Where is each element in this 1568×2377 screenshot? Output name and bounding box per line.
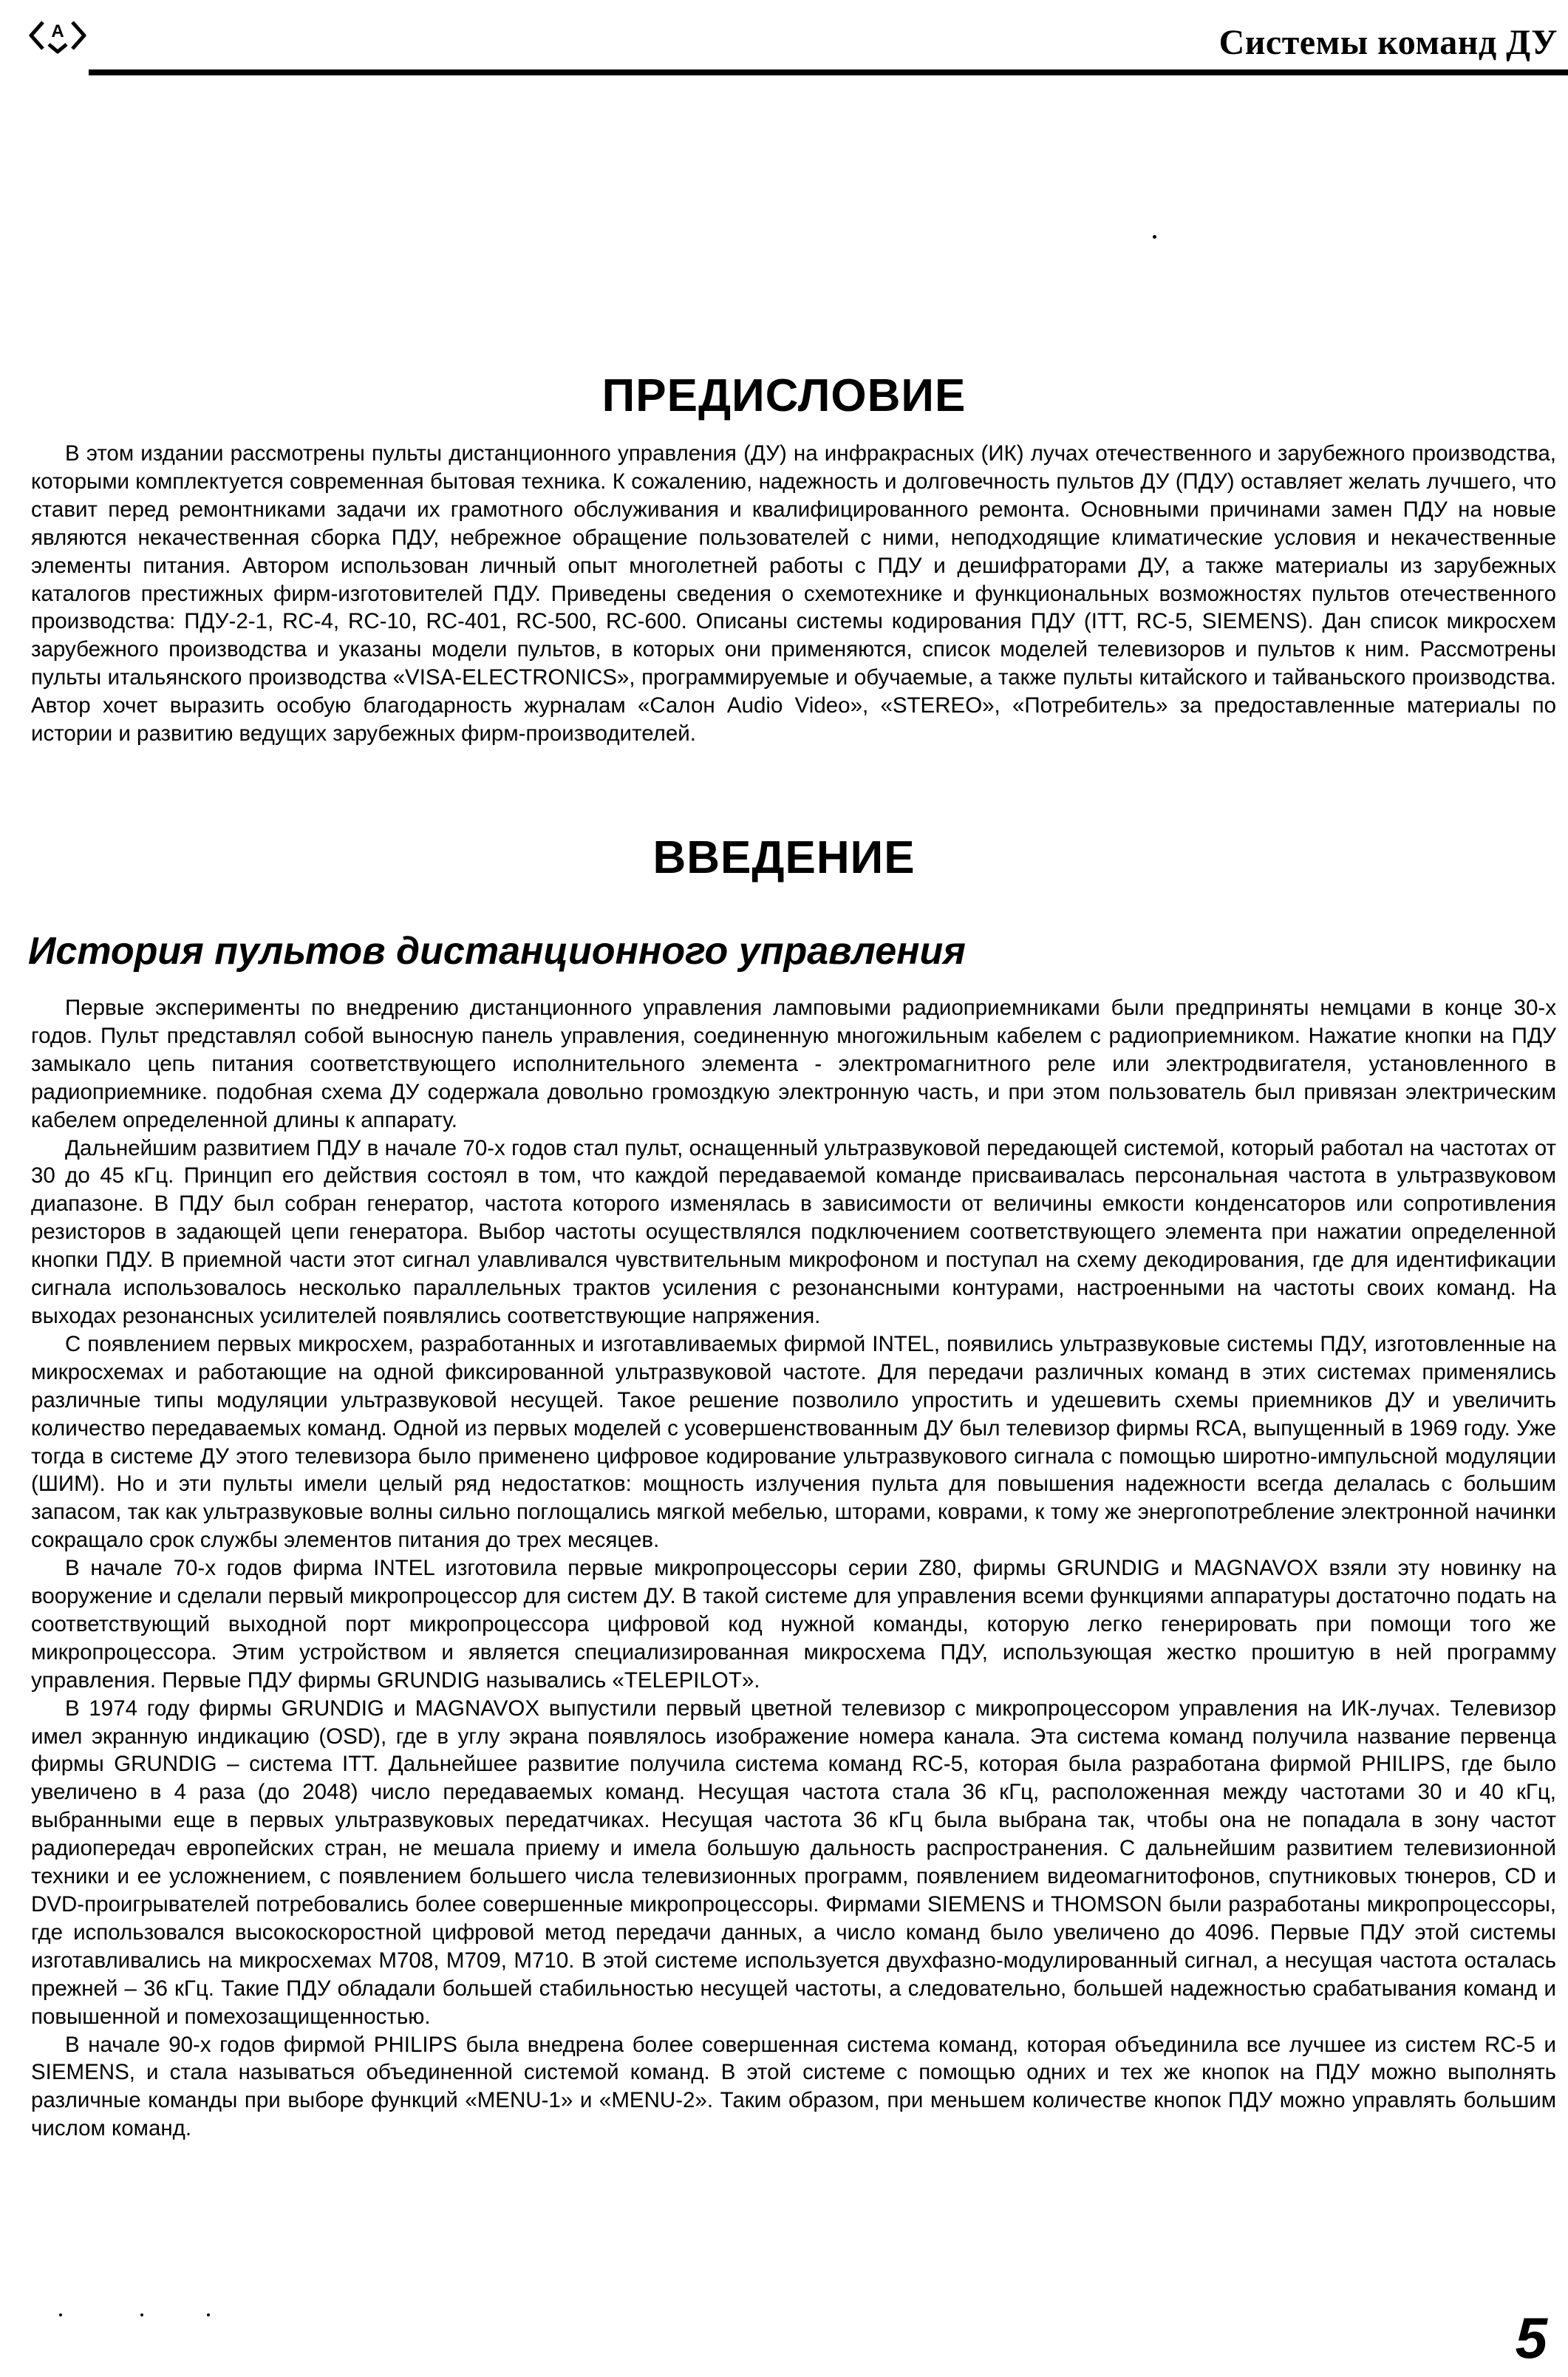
history-paragraph-2: Дальнейшим развитием ПДУ в начале 70-х годов стал пульт, оснащенный ультразвуковой передающей системой, который работал на частотах от 30 до 45 кГц. Принцип его действия состоял в том, что каждой передаваемой команде присваивалась персональная частота в ультразвуковом диапазоне. В ПДУ был собран генератор, частота которого изменялась в зависимости от величины емкости конденсаторов или сопротивления резисторов в задающей цепи генератора. Выбор частоты осуществлялся подключением соответствующего элемента при нажатии определенной кнопки ПДУ. В приемной части этот сигнал улавливался чувствительным микрофоном и поступал на схему декодирования, где для идентификации сигнала использовалось несколько параллельных трактов усиления с резонансными контурами, настроенными на частоты своих команд. На выходах резонансных усилителей появлялись соответствующие напряжения. [31,1135,1556,1328]
publisher-logo [27,15,89,56]
history-paragraph-5: В 1974 году фирмы GRUNDIG и MAGNAVOX выпустили первый цветной телевизор с микропроцессором управления на ИК-лучах. Телевизор имел экранную индикацию (OSD), где в углу экрана появлялось изображение номера канала. Эта система команд получила название первенца фирмы GRUNDIG – система ITT. Дальнейшее развитие получила система команд RC-5, которая была разработана фирмой PHILIPS, где было увеличено в 4 раза (до 2048) число передаваемых команд. Несущая частота стала 36 кГц, расположенная между частотами 30 и 40 кГц, выбранными еще в первых ультразвуковых передатчиках. Несущая частота 36 кГц была выбрана так, чтобы она не попадала в зону частот радиопередач европейских стран, не мешала приему и имела большую дальность распространения. С дальнейшим развитием телевизионной техники и ее усложнением, с появлением большего числа телевизионных программ, появлением видеомагнитофонов, спутниковых тюнеров, CD и DVD-проигрывателей потребовались более совершенные микропроцессоры. Фирмами SIEMENS и THOMSON были разработаны микропроцессоры, где использовался высокоскоростной цифровой метод передачи данных, а число команд было увеличено до 4096. Первые ПДУ этой системы изготавливались на микросхемах M708, M709, M710. В этой системе используется двухфазно-модулированный сигнал, а несущая частота осталась прежней – 36 кГц. Такие ПДУ обладали большей стабильностью несущей частоты, а следовательно, большей надежностью срабатывания команд и повышенной и помехозащищенностью. [31,1696,1556,2029]
history-text-block [31,994,1556,2143]
preface-text-block [31,440,1556,748]
history-paragraph-3: С появлением первых микросхем, разработанных и изготавливаемых фирмой INTEL, появились ультразвуковые системы ПДУ, изготовленные на микросхемах и работающие на одной фиксированной ультразвуковой частоте. Для передачи различных команд в этих системах применялись различные типы модуляции ультразвуковой несущей. Такое решение позволило упростить и удешевить схемы приемников ДУ и увеличить количество передаваемых команд. Одной из первых моделей с усовершенствованным ДУ был телевизор фирмы RCA, выпущенный в 1969 году. Уже тогда в системе ДУ этого телевизора было применено цифровое кодирование ультразвукового сигнала с помощью широтно-импульсной модуляции (ШИМ). Но и эти пульты имели целый ряд недостатков: мощность излучения пульта для повышения надежности всегда делалась с большим запасом, так как ультразвуковые волны сильно поглощались мягкой мебелью, шторами, коврами, к тому же энергопотребление электронной начинки сокращало срок службы элементов питания до трех месяцев. [31,1331,1556,1553]
history-paragraph-6: В начале 90-х годов фирмой PHILIPS была внедрена более совершенная система команд, которая объединила все лучшее из систем RC-5 и SIEMENS, и стала называться объединенной системой команд. В этой системе с помощью одних и тех же кнопок на ПДУ можно выполнять различные команды при выборе функций «MENU-1» и «MENU-2». Таким образом, при меньшем количестве кнопок ПДУ можно управлять большим числом команд. [31,2032,1556,2141]
history-paragraph-4: В начале 70-х годов фирма INTEL изготовила первые микропроцессоры серии Z80, фирмы GRUNDIG и MAGNAVOX взяли эту новинку на вооружение и сделали первый микропроцессор для систем ДУ. В такой системе для управления всеми функциями аппаратуры достаточно подать на соответствующий выходной порт микропроцессора цифровой код нужной команды, которую легко генерировать при помощи того же микропроцессора. Этим устройством и является специализированная микросхема ПДУ, использующая жестко прошитую в ней программу управления. Первые ПДУ фирмы GRUNDIG назывались «TELEPILOT». [31,1556,1556,1693]
publisher-logo-icon [27,15,89,56]
preface-title: ПРЕДИСЛОВИЕ [601,370,967,421]
section-subtitle: История пультов дистанционного управления [28,930,966,973]
scan-speck [1153,235,1156,239]
running-header: Системы команд ДУ [1218,23,1558,62]
preface-paragraph: В этом издании рассмотрены пульты дистанционного управления (ДУ) на инфракрасных (ИК) лучах отечественного и зарубежного производства, которыми комплектуется современная бытовая техника. К сожалению, надежность и долговечность пультов ДУ (ПДУ) оставляет желать лучшего, что ставит перед ремонтниками задачи их грамотного обслуживания и квалифицированного ремонта. Основными причинами замен ПДУ на новые являются некачественная сборка ПДУ, небрежное обращение пользователей с ними, неподходящие климатические условия и некачественные элементы питания. Автором использован личный опыт многолетней работы с ПДУ и дешифраторами ДУ, а также материалы из зарубежных каталогов престижных фирм-изготовителей ПДУ. Приведены сведения о схемотехнике и функциональных возможностях пультов отечественного производства: ПДУ-2-1, RC-4, RC-10, RC-401, RC-500, RC-600. Описаны системы кодирования ПДУ (ITT, RC-5, SIEMENS). Дан список микросхем зарубежного производства и указаны модели пультов, в которых они применяются, список моделей телевизоров и пультов к ним. Рассмотрены пульты итальянского производства «VISA-ELECTRONICS», программируемые и обучаемые, а также пульты китайского и тайваньского производства. Автор хочет выразить особую благодарность журналам «Салон Audio Video», «STEREO», «Потребитель» за предоставленные материалы по истории и развитию ведущих зарубежных фирм-производителей. [31,441,1556,747]
introduction-title: ВВЕДЕНИЕ [652,832,916,883]
history-paragraph-1: Первые эксперименты по внедрению дистанционного управления ламповыми радиоприемниками были предприняты немцами в конце 30-х годов. Пульт представлял собой выносную панель управления, соединенную многожильным кабелем с радиоприемником. Нажатие кнопки на ПДУ замыкало цепь питания соответствующего исполнительного элемента - электромагнитного реле или электродвигателя, установленного в радиоприемнике. подобная схема ДУ содержала довольно громоздкую электронную часть, и при этом пользователь был привязан электрическим кабелем определенной длины к аппарату. [31,996,1556,1132]
header-rule [89,69,1568,75]
logo-letter: A [51,21,64,41]
page-number: 5 [1515,2305,1547,2370]
scan-dots [59,2313,222,2319]
